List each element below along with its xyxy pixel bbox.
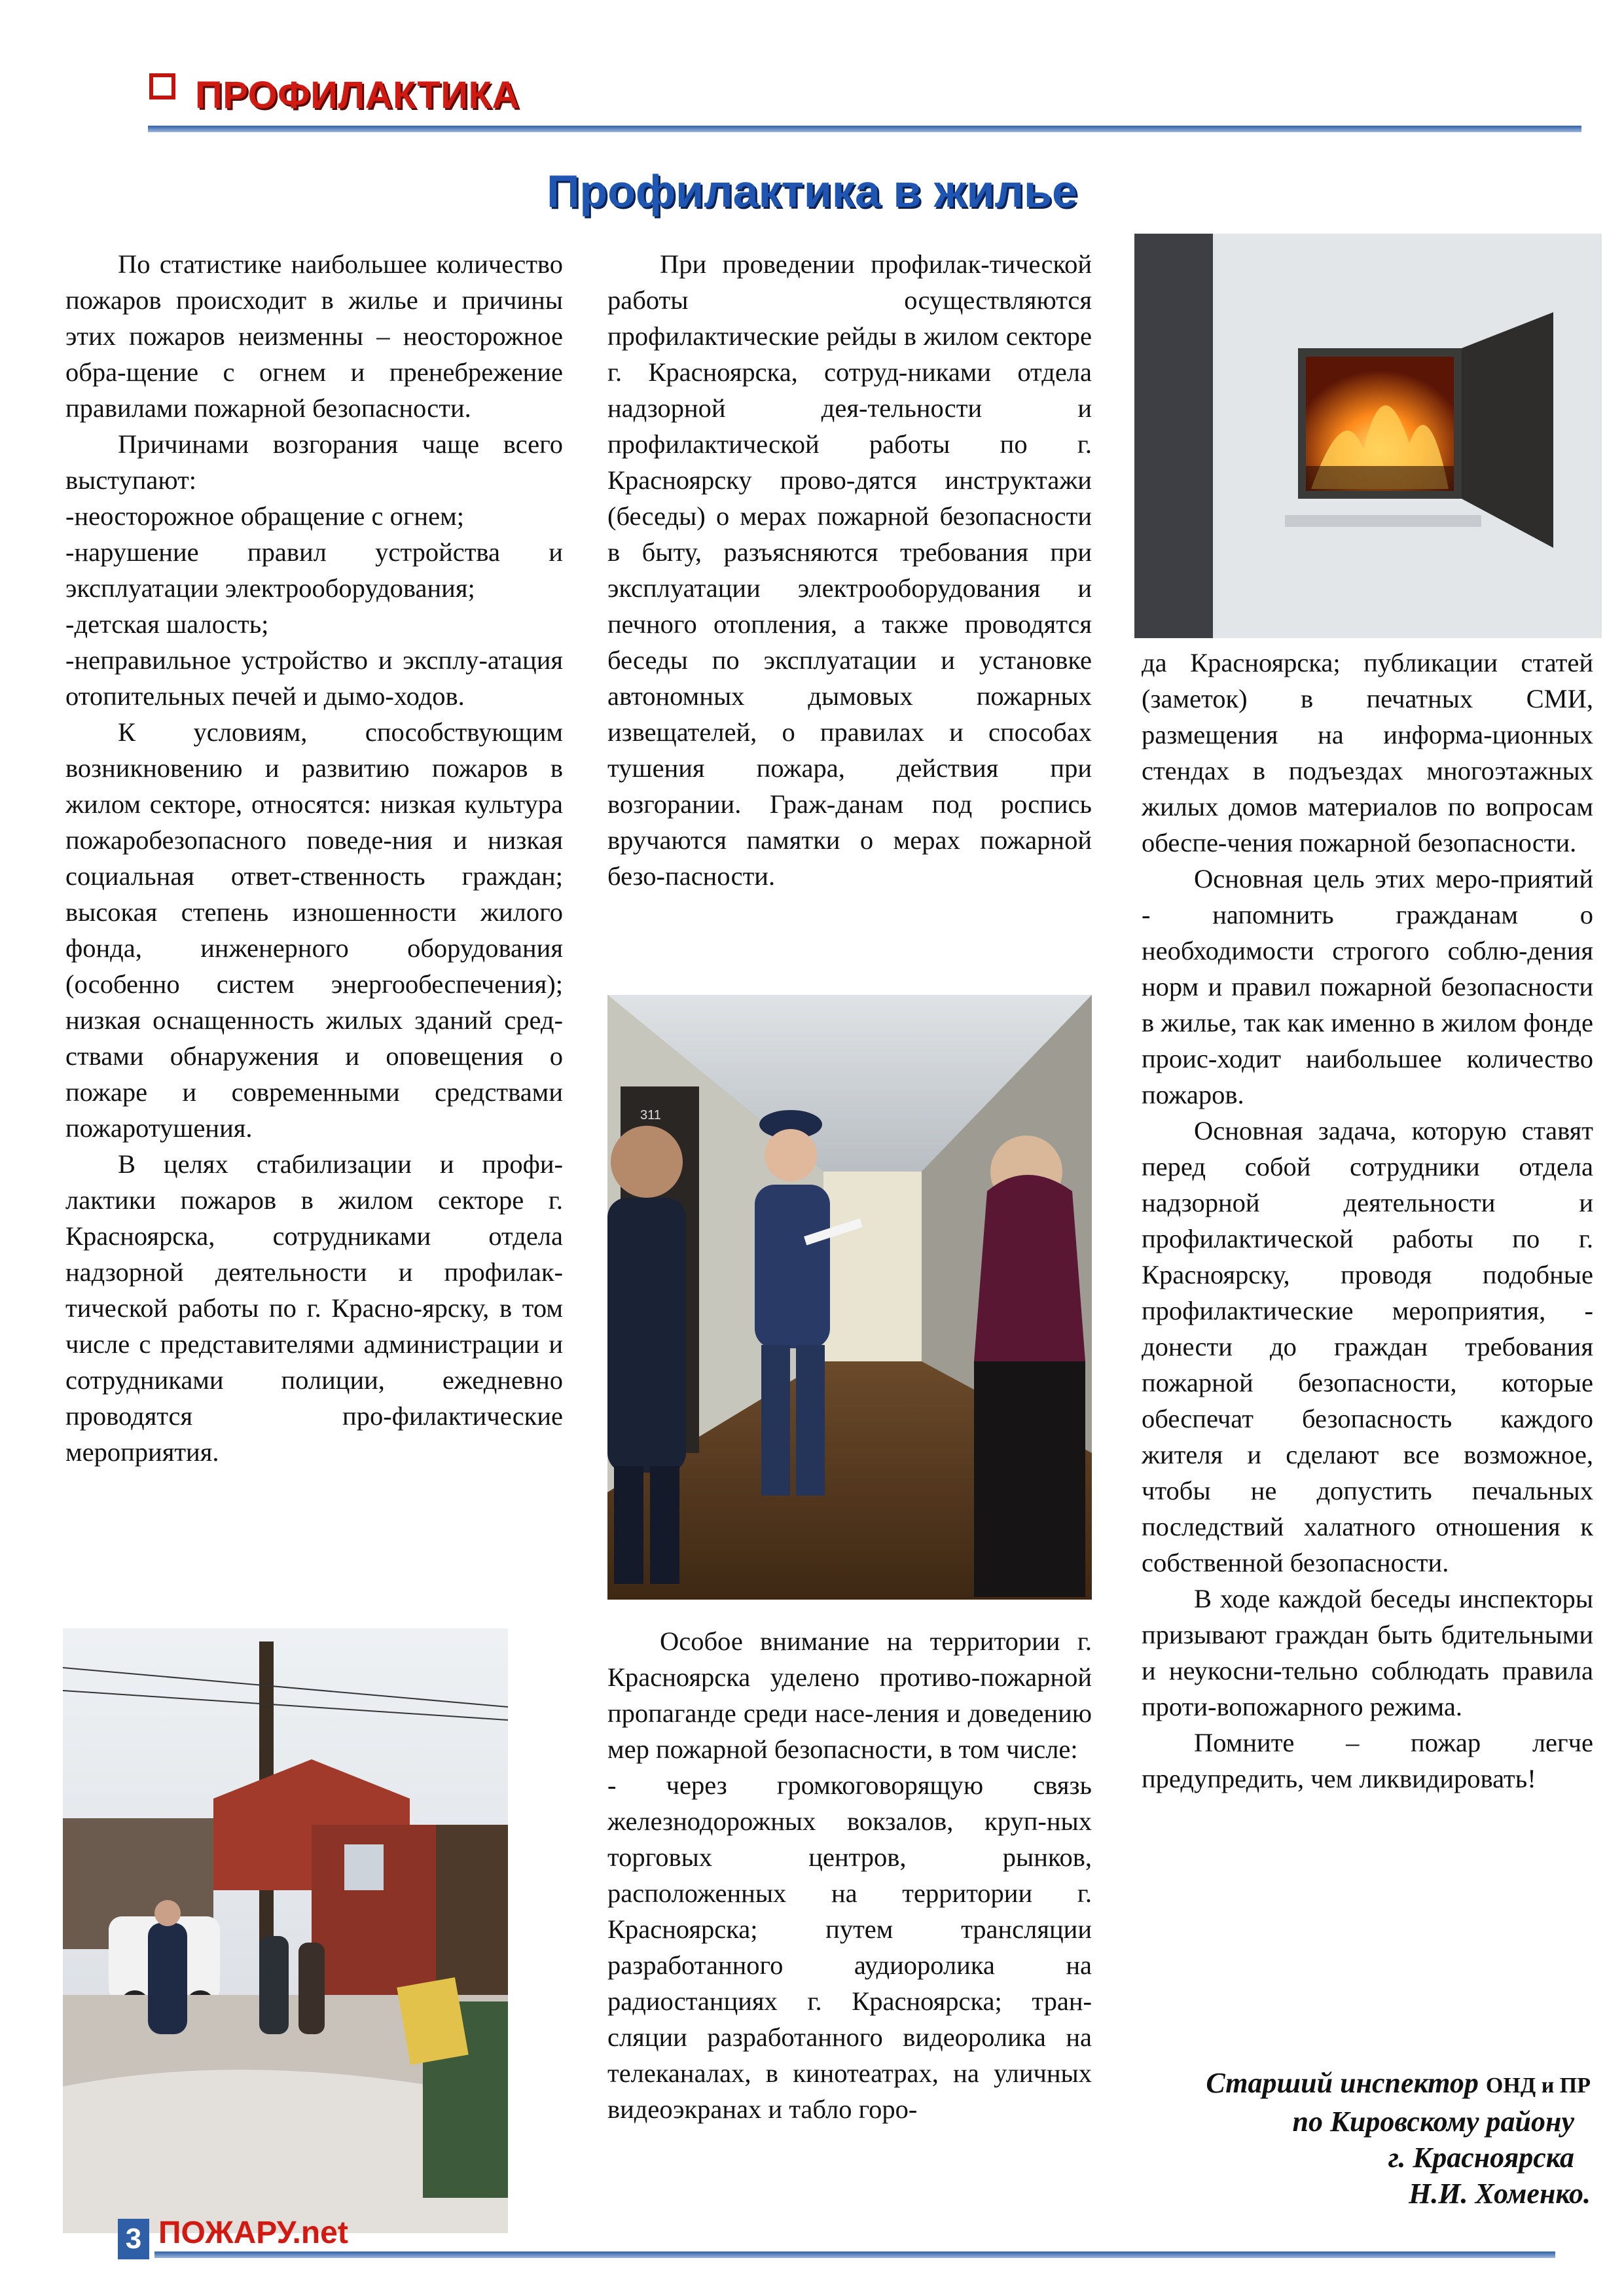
- paragraph: К условиям, способствующим возникновению и развитию пожаров в жилом секторе, относятся: низкая культура пожаробезопасного поведе-ния и низкая социальная ответ-ственность граждан; высокая степень изношенности жилого фонда, инженерного оборудования (особенно систем энергообеспечения); низкая оснащенность жилых зданий сред-ствами обнаружения и оповещения о пожаре и современными средствами пожаротушения.: [65, 717, 563, 1143]
- stove-fire-photo: [1134, 234, 1602, 638]
- header-divider: [148, 126, 1581, 132]
- paragraph: По статистике наибольшее количество пожаров происходит в жилье и причины этих пожаров неизменны – неосторожное обра-щение с огнем и пренебрежение правилами пожарной безопасности.: [65, 249, 563, 423]
- article-column-1: [65, 246, 563, 1470]
- section-title: ПРОФИЛАКТИКА: [195, 74, 520, 117]
- article-column-3: [1142, 645, 1593, 1797]
- door-number: 311: [640, 1108, 661, 1122]
- paragraph: При проведении профилак-тической работы осуществляются профилактические рейды в жилом секторе г. Красноярска, сотруд-никами отдела надзорной дея-тельности и профилактической работы по г. Красноярску прово-дятся инструктажи (беседы) о мерах пожарной безопасности в быту, разъясняются требования при эксплуатации электрооборудования и печного отопления, а также проводятся беседы по эксплуатации и установке автономных дымовых пожарных извещателей, о правилах и способах тушения пожара, действия при возгорании. Граж-данам под роспись вручаются памятки о мерах пожарной безо-пасности.: [607, 249, 1092, 891]
- corridor-inspection-photo: [607, 995, 1092, 1600]
- article-column-2-continued: [607, 1623, 1092, 2127]
- signature-line: Старший инспектор ОНД и ПР: [1206, 2067, 1591, 2099]
- list-item: -неправильное устройство и эксплу-атация отопительных печей и дымо-ходов.: [65, 645, 563, 711]
- signature-line: по Кировскому району: [1292, 2106, 1574, 2138]
- list-item: -нарушение правил устройства и эксплуатации электрооборудования;: [65, 537, 563, 603]
- article-column-2: [607, 246, 1092, 894]
- paragraph: да Красноярска; публикации статей (заметок) в печатных СМИ, размещения на информа-ционных стендах в подъездах многоэтажных жилых домов материалов по вопросам обеспе-чения пожарной безопасности.: [1142, 648, 1593, 857]
- author-signature: [982, 2065, 1591, 2212]
- signature-line: Н.И. Хоменко.: [1409, 2178, 1591, 2210]
- list-item: -неосторожное обращение с огнем;: [65, 501, 464, 531]
- section-checkbox-icon: [149, 73, 175, 99]
- brand-logo-text: ПОЖАРУ.net: [158, 2215, 348, 2250]
- paragraph: В ходе каждой беседы инспекторы призывают граждан быть бдительными и неукосни-тельно соблюдать правила проти-вопожарного режима.: [1142, 1584, 1593, 1721]
- footer-divider: [154, 2251, 1555, 2258]
- page-number: 3: [118, 2219, 149, 2259]
- paragraph: В целях стабилизации и профи-лактики пожаров в жилом секторе г. Красноярска, сотрудниками отдела надзорной деятельности и профилак-тической работы по г. Красно-ярску, в том числе с представителями администрации и сотрудниками полиции, ежедневно проводятся про-филактические мероприятия.: [65, 1149, 563, 1467]
- paragraph: Основная задача, которую ставят перед собой сотрудники отдела надзорной деятельности и профилактической работы по г. Красноярску, проводя подобные профилактические мероприятия, - донести до граждан требования пожарной безопасности, которые обеспечат безопасность каждого жителя и сделают все возможное, чтобы не допустить печальных последствий халатного отношения к собственной безопасности.: [1142, 1116, 1593, 1577]
- list-item: - через громкоговорящую связь железнодорожных вокзалов, круп-ных торговых центров, рынков, расположенных на территории г. Красноярска; путем трансляции разработанного аудиоролика на радиостанциях г. Красноярска; тран-сляции разработанного видеоролика на телеканалах, в кинотеатрах, на уличных видеоэкранах и табло горо-: [607, 1770, 1092, 2124]
- signature-line: г. Красноярска: [1388, 2142, 1574, 2174]
- paragraph: Причинами возгорания чаще всего выступают:: [65, 429, 563, 495]
- list-item: -детская шалость;: [65, 609, 269, 639]
- paragraph: Особое внимание на территории г. Красноярска уделено противо-пожарной пропаганде среди насе-ления и доведению мер пожарной безопасности, в том числе:: [607, 1626, 1092, 1764]
- street-inspection-photo: [63, 1628, 508, 2233]
- paragraph: Основная цель этих меро-приятий - напомнить гражданам о необходимости строгого соблю-дения норм и правил пожарной безопасности в жилье, так как именно в жилом фонде проис-ходит наибольшее количество пожаров.: [1142, 864, 1593, 1109]
- paragraph: Помните – пожар легче предупредить, чем ликвидировать!: [1142, 1728, 1593, 1793]
- article-title: Профилактика в жилье: [547, 166, 1077, 217]
